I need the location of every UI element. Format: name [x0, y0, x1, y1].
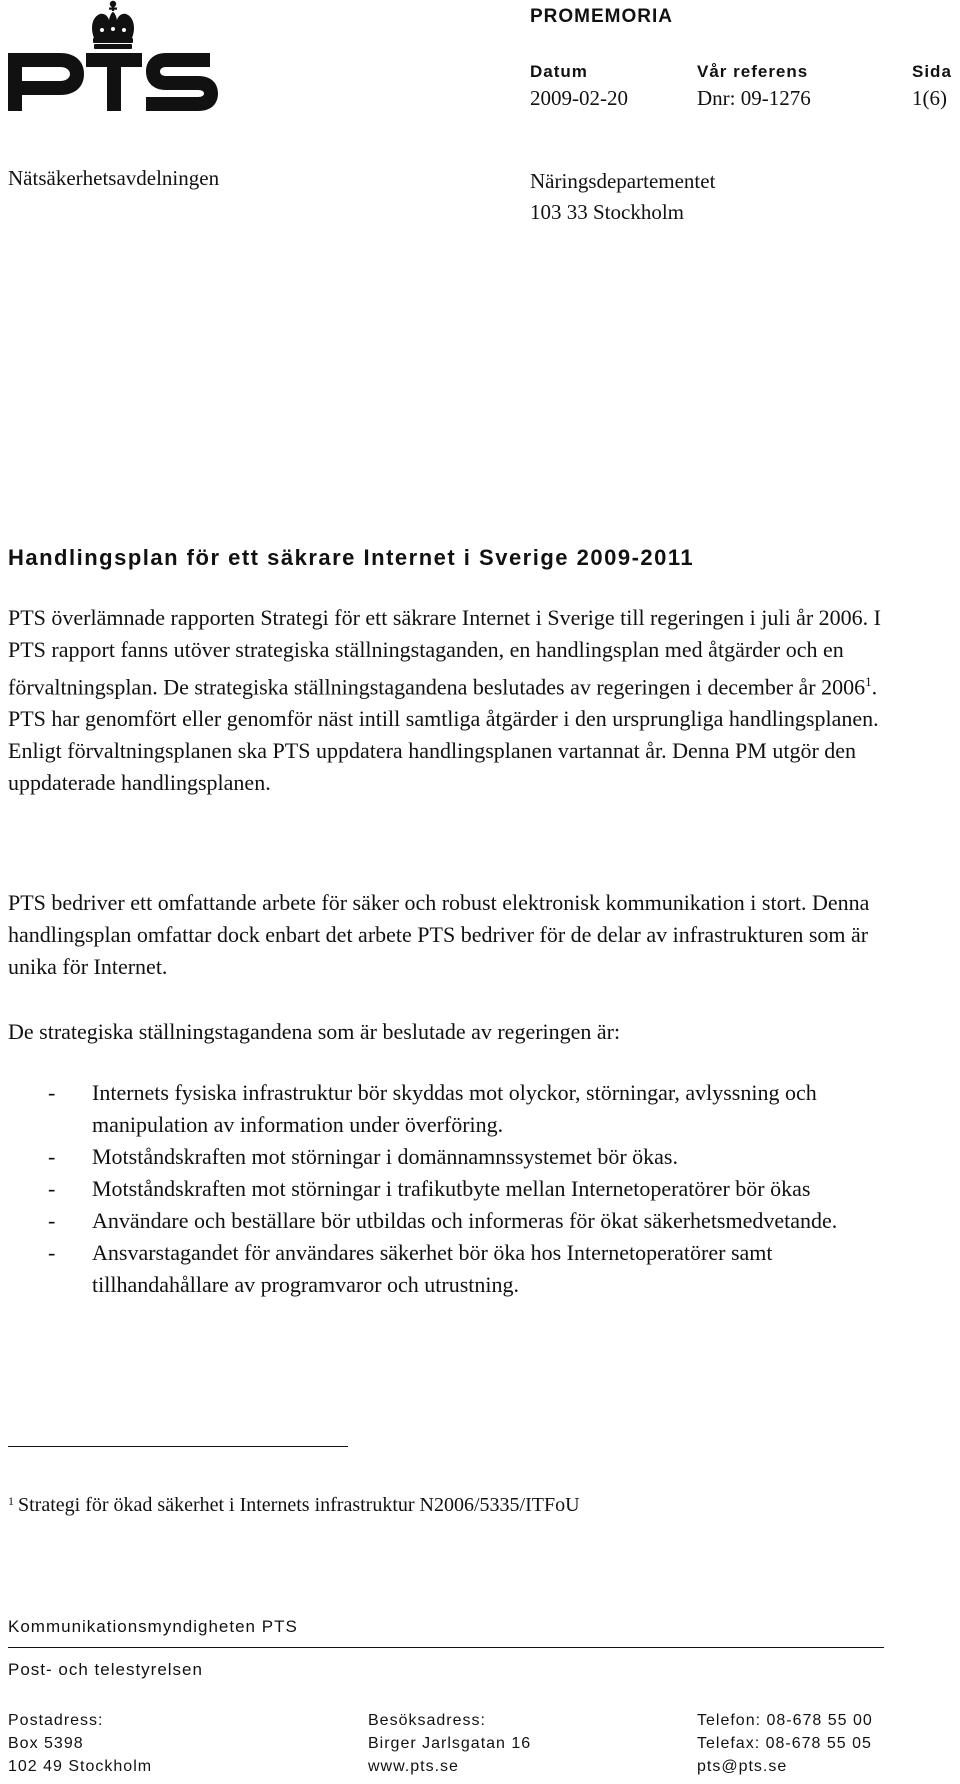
sender-department: Nätsäkerhetsavdelningen [8, 166, 220, 190]
list-item [8, 1077, 908, 1141]
document-heading: Handlingsplan för ett säkrare Internet i Sverige 2009-2011 [8, 545, 695, 570]
footer-visiting-address [368, 1709, 531, 1778]
memo-type-label: PROMEMORIA [530, 6, 673, 27]
pts-logo [8, 0, 223, 115]
list-item-text: Användare och beställare bör utbildas och informeras för ökat säkerhetsmedvetande. [92, 1208, 838, 1233]
footer-postal-address [8, 1709, 152, 1778]
footnote-divider [8, 1446, 348, 1447]
paragraph-intro [8, 602, 888, 799]
list-item [8, 1205, 908, 1237]
list-item-text: Motståndskraften mot störningar i trafikutbyte mellan Internetoperatörer bör ökas [92, 1176, 811, 1201]
recipient-address: 103 33 Stockholm [530, 200, 685, 224]
footer-organization: Kommunikationsmyndigheten PTS [8, 1617, 298, 1636]
page-label: Sida [912, 62, 952, 81]
visit-line-1: Birger Jarlsgatan 16 [368, 1735, 532, 1752]
list-item-text: Motståndskraften mot störningar i domännamnssystemet bör ökas. [92, 1144, 678, 1169]
page-number: 1(6) [912, 86, 947, 110]
date-label: Datum [530, 62, 588, 81]
list-marker: - [48, 1144, 56, 1169]
footer-subtitle: Post- och telestyrelsen [8, 1660, 203, 1679]
reference-value: Dnr: 09-1276 [697, 86, 811, 110]
footer-contact [697, 1709, 873, 1778]
paragraph-scope: PTS bedriver ett omfattande arbete för säker och robust elektronisk kommunikation i stort. Denna handlingsplan omfattar dock enbart det arbete PTS bedriver för de delar av infrastrukturen som är unika för Internet. [8, 890, 870, 979]
footer-divider [8, 1647, 884, 1648]
footnote [8, 1494, 580, 1517]
footnote-reference: 1 [865, 674, 872, 689]
list-item-text: Ansvarstagandet för användares säkerhet bör öka hos Internetoperatörer samt tillhandahållare av programvaror och utrustning. [92, 1240, 773, 1297]
postal-line-1: Box 5398 [8, 1735, 84, 1752]
recipient-name: Näringsdepartementet [530, 169, 716, 193]
list-item [8, 1173, 908, 1205]
website-link[interactable]: www.pts.se [368, 1758, 459, 1775]
paragraph-list-intro: De strategiska ställningstagandena som är beslutade av regeringen är: [8, 1019, 621, 1044]
fax-number: Telefax: 08-678 55 05 [697, 1735, 872, 1752]
email-link[interactable]: pts@pts.se [697, 1758, 788, 1775]
list-item [8, 1141, 908, 1173]
list-marker: - [48, 1208, 56, 1233]
list-marker: - [48, 1080, 56, 1105]
postal-line-2: 102 49 Stockholm [8, 1758, 153, 1775]
list-marker: - [48, 1240, 56, 1265]
recipient-block [530, 166, 715, 228]
visit-label: Besöksadress: [368, 1712, 486, 1729]
paragraph-intro-text: PTS överlämnade rapporten Strategi för ett säkrare Internet i Sverige till regeringen i juli år 2006. I PTS rapport fanns utöver strategiska ställningstaganden, en handlingsplan med åtgärder och en förvaltningsplan. De strategiska ställningstagandena beslutades av regeringen i december år 2006 [8, 605, 881, 700]
footnote-text: Strategi för ökad säkerhet i Internets infrastruktur N2006/5335/ITFoU [18, 1494, 580, 1516]
pts-wordmark [8, 53, 218, 111]
date-value: 2009-02-20 [530, 86, 628, 110]
list-marker: - [48, 1176, 56, 1201]
footnote-marker: 1 [8, 1494, 14, 1508]
phone-number: Telefon: 08-678 55 00 [697, 1712, 873, 1729]
crown-icon [92, 1, 134, 49]
reference-label: Vår referens [697, 62, 809, 81]
list-item [8, 1237, 908, 1301]
list-item-text: Internets fysiska infrastruktur bör skyddas mot olyckor, störningar, avlyssning och manipulation av information under överföring. [92, 1080, 817, 1137]
postal-label: Postadress: [8, 1712, 104, 1729]
paragraph-intro-continued: . PTS har genomfört eller genomför näst intill samtliga åtgärder i den ursprungliga handlingsplanen. Enligt förvaltningsplanen ska PTS uppdatera handlingsplanen vartannat år. Denna PM utgör den uppdaterade handlingsplanen. [8, 674, 879, 796]
strategic-positions-list [8, 1077, 908, 1301]
